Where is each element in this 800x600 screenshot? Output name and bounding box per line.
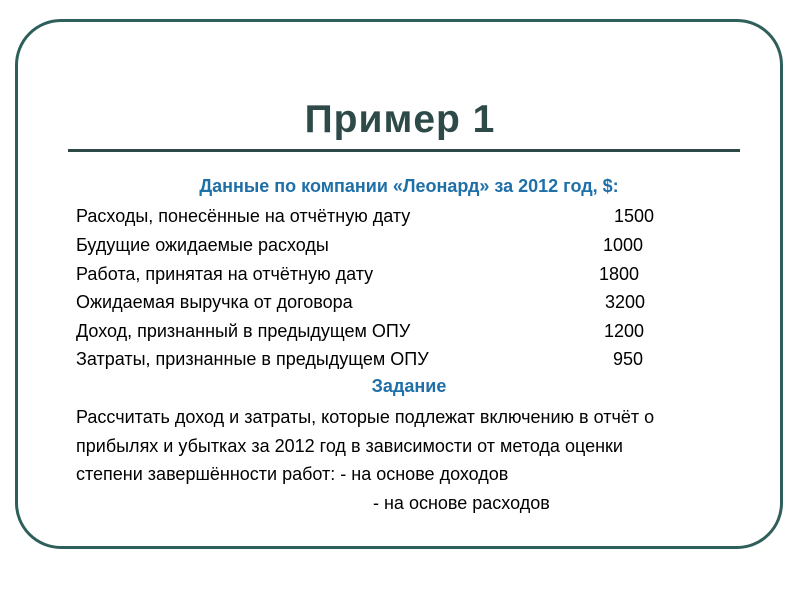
data-row-label: Ожидаемая выручка от договора xyxy=(76,292,353,312)
data-row-value: 1200 xyxy=(603,321,644,341)
task-text-line: степени завершённости работ: - на основе доходов xyxy=(76,464,509,484)
data-row xyxy=(76,320,644,342)
data-row xyxy=(76,205,654,227)
task-text-line: Рассчитать доход и затраты, которые подлежат включению в отчёт о xyxy=(76,407,655,427)
title-divider xyxy=(68,149,740,152)
data-row xyxy=(76,291,645,313)
data-row-value: 3200 xyxy=(604,292,645,312)
data-row-value: 1000 xyxy=(602,235,643,255)
data-row-value: 1500 xyxy=(613,206,654,226)
data-row-label: Расходы, понесённые на отчётную дату xyxy=(76,206,411,226)
task-heading: Задание xyxy=(371,376,447,396)
data-row xyxy=(76,263,639,285)
data-row-label: Доход, признанный в предыдущем ОПУ xyxy=(76,321,411,341)
data-row-label: Работа, принятая на отчётную дату xyxy=(76,264,374,284)
slide-title: Пример 1 xyxy=(304,98,496,141)
data-row-label: Затраты, признанные в предыдущем ОПУ xyxy=(76,349,429,369)
data-row xyxy=(76,234,643,256)
task-text-line: - на основе расходов xyxy=(373,493,550,513)
data-row-label: Будущие ожидаемые расходы xyxy=(76,235,329,255)
data-heading: Данные по компании «Леонард» за 2012 год, $: xyxy=(199,176,619,196)
task-text-line: прибылях и убытках за 2012 год в зависимости от метода оценки xyxy=(76,436,623,456)
data-row xyxy=(76,348,643,370)
data-row-value: 950 xyxy=(612,349,643,369)
data-row-value: 1800 xyxy=(598,264,639,284)
